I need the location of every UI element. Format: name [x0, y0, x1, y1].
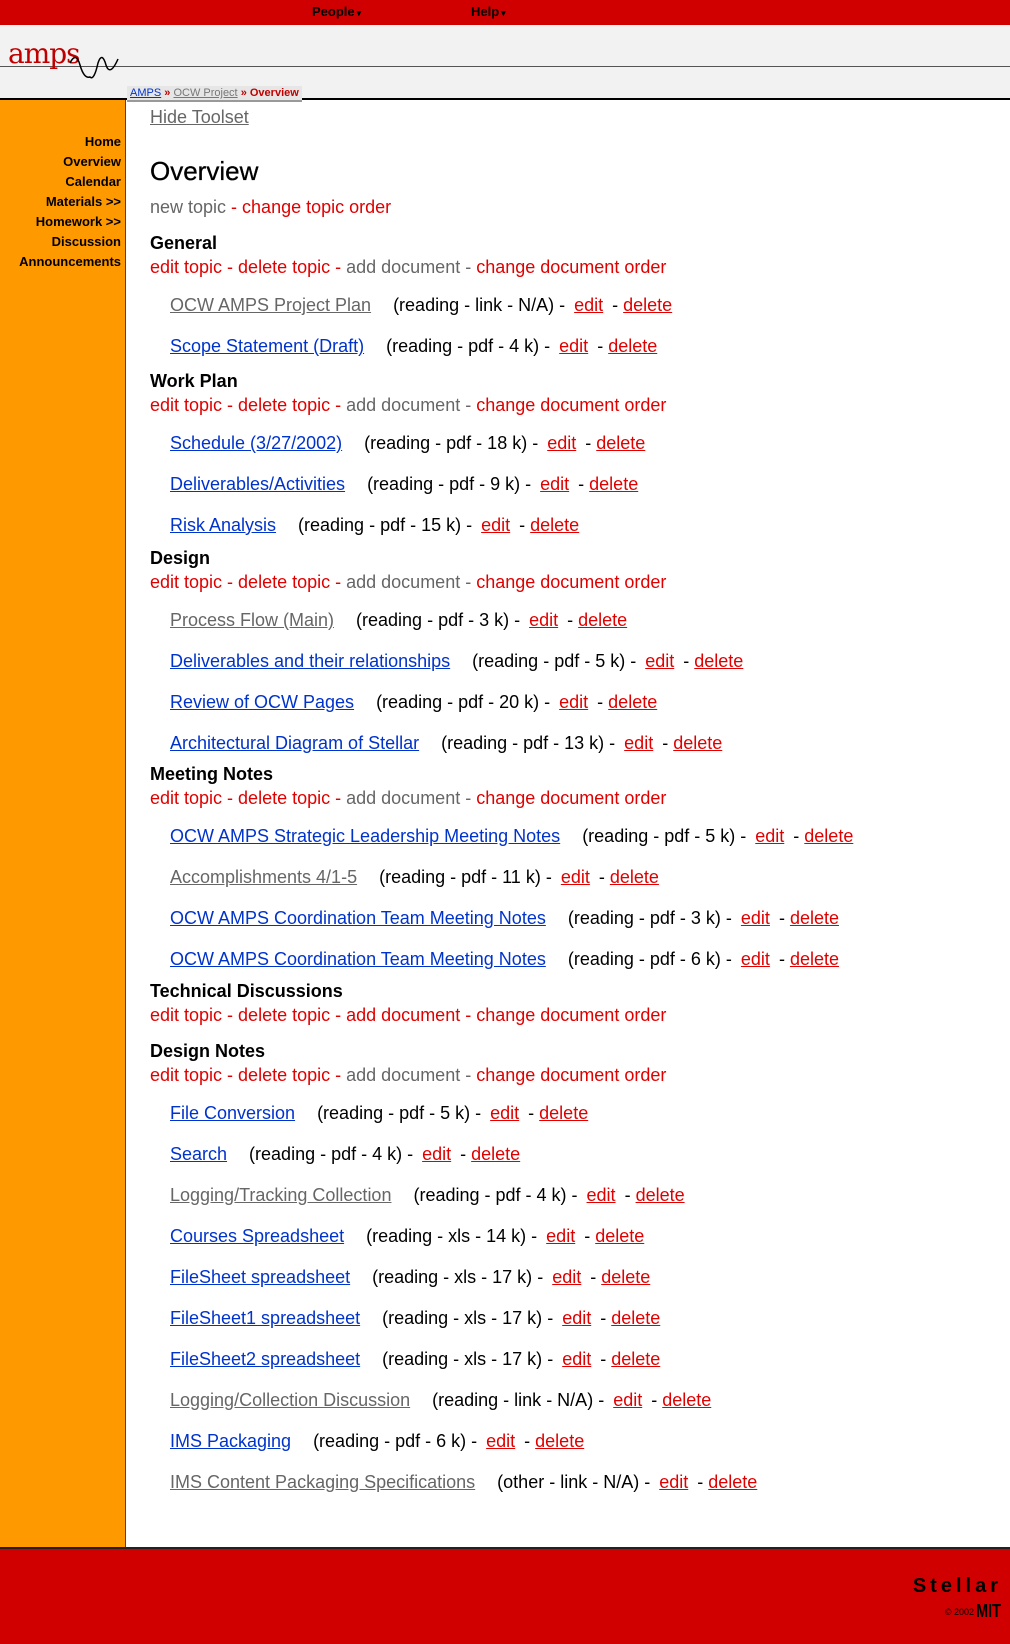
- delete-topic-link[interactable]: delete topic: [238, 257, 331, 277]
- topic-section: [150, 1040, 666, 1087]
- copyright: © 2002: [944, 1607, 974, 1617]
- separator: -: [523, 1103, 540, 1123]
- separator: -: [222, 257, 239, 277]
- document-meta: (reading - pdf - 13 k): [441, 733, 605, 753]
- document-row: [170, 649, 743, 673]
- delete-document-link[interactable]: delete: [596, 433, 646, 453]
- edit-document-link[interactable]: edit: [740, 908, 770, 928]
- separator: -: [519, 1431, 536, 1451]
- document-meta: (reading - pdf - 5 k): [472, 651, 626, 671]
- separator: -: [595, 1308, 612, 1328]
- separator: -: [539, 336, 556, 356]
- document-row: [170, 1224, 644, 1248]
- sidebar-item-overview[interactable]: Overview: [63, 154, 121, 169]
- separator: -: [720, 949, 737, 969]
- delete-document-link[interactable]: delete: [601, 1267, 651, 1287]
- separator: -: [330, 395, 347, 415]
- document-meta: (reading - pdf - 6 k): [567, 949, 721, 969]
- document-meta: (reading - pdf - 5 k): [317, 1103, 471, 1123]
- document-row: [170, 513, 579, 537]
- separator: -: [455, 1144, 472, 1164]
- document-meta: (reading - pdf - 6 k): [313, 1431, 467, 1451]
- document-meta: (reading - xls - 17 k): [372, 1267, 533, 1287]
- document-link[interactable]: Risk Analysis: [170, 515, 277, 535]
- separator: -: [735, 826, 752, 846]
- separator: -: [460, 572, 477, 592]
- separator: -: [619, 1185, 636, 1205]
- edit-document-link[interactable]: edit: [559, 692, 589, 712]
- document-link[interactable]: FileSheet1 spreadsheet: [170, 1308, 361, 1328]
- nav-list: [0, 132, 125, 272]
- document-link[interactable]: Scope Statement (Draft): [170, 336, 365, 356]
- delete-document-link[interactable]: delete: [789, 949, 839, 969]
- topic-section: [150, 370, 666, 417]
- topic-title: General: [150, 233, 218, 253]
- separator: -: [222, 1065, 239, 1085]
- menu-people[interactable]: [312, 4, 361, 19]
- delete-document-link[interactable]: delete: [623, 295, 673, 315]
- edit-document-link[interactable]: edit: [481, 515, 511, 535]
- document-link[interactable]: OCW AMPS Coordination Team Meeting Notes: [170, 908, 546, 928]
- separator: -: [460, 1005, 477, 1025]
- sidebar-item-discussion[interactable]: Discussion: [51, 234, 121, 249]
- change-document-order-link[interactable]: change document order: [476, 1005, 667, 1025]
- document-row: [170, 1347, 660, 1371]
- chevron-down-icon: ▾: [356, 8, 362, 18]
- document-meta: (reading - pdf - 20 k): [376, 692, 540, 712]
- separator: -: [509, 610, 526, 630]
- separator: -: [539, 692, 556, 712]
- separator: -: [222, 395, 239, 415]
- separator: -: [593, 867, 610, 887]
- separator: -: [692, 1472, 709, 1492]
- separator: -: [460, 257, 477, 277]
- document-row: [170, 947, 839, 971]
- separator: -: [585, 1267, 602, 1287]
- breadcrumb-ocw-project[interactable]: OCW Project: [173, 87, 238, 99]
- sidebar-item-home[interactable]: Home: [84, 134, 121, 149]
- delete-document-link[interactable]: delete: [673, 733, 723, 753]
- document-row: [170, 1388, 711, 1412]
- edit-document-link[interactable]: edit: [529, 610, 559, 630]
- document-link[interactable]: Logging/Collection Discussion: [170, 1390, 411, 1410]
- separator: -: [460, 788, 477, 808]
- add-document-link[interactable]: add document: [346, 1005, 461, 1025]
- footer: [0, 1547, 1010, 1644]
- delete-document-link[interactable]: delete: [589, 474, 639, 494]
- document-link[interactable]: OCW AMPS Strategic Leadership Meeting Notes: [170, 826, 561, 846]
- document-meta: (reading - pdf - 3 k): [356, 610, 510, 630]
- document-link[interactable]: File Conversion: [170, 1103, 296, 1123]
- separator: -: [607, 295, 624, 315]
- document-link[interactable]: Deliverables and their relationships: [170, 651, 451, 671]
- document-meta: (reading - link - N/A): [393, 295, 555, 315]
- document-row: [170, 690, 657, 714]
- delete-document-link[interactable]: delete: [608, 692, 658, 712]
- delete-document-link[interactable]: delete: [609, 867, 659, 887]
- wave-logo-icon: [70, 51, 120, 81]
- document-meta: (reading - link - N/A): [432, 1390, 594, 1410]
- document-link[interactable]: Review of OCW Pages: [170, 692, 355, 712]
- separator: -: [460, 395, 477, 415]
- delete-topic-link[interactable]: delete topic: [238, 788, 331, 808]
- separator: -: [566, 1185, 583, 1205]
- edit-document-link[interactable]: edit: [740, 949, 770, 969]
- separator: -: [773, 949, 790, 969]
- document-row: [170, 1429, 584, 1453]
- document-link[interactable]: FileSheet spreadsheet: [170, 1267, 351, 1287]
- separator: -: [580, 433, 597, 453]
- menu-help[interactable]: [471, 4, 506, 19]
- add-document-link[interactable]: add document: [346, 1065, 461, 1085]
- separator: -: [527, 433, 544, 453]
- topic-action-line: [150, 570, 666, 594]
- edit-document-link[interactable]: edit: [560, 867, 590, 887]
- document-row: [170, 865, 659, 889]
- delete-document-link[interactable]: delete: [635, 1185, 685, 1205]
- edit-document-link[interactable]: edit: [624, 733, 654, 753]
- document-row: [170, 824, 853, 848]
- edit-topic-link[interactable]: edit topic: [150, 572, 223, 592]
- stellar-brand: Stellar: [912, 1575, 1002, 1597]
- separator: -: [562, 610, 579, 630]
- topic-section: [150, 232, 666, 279]
- document-row: [170, 431, 645, 455]
- topic-action-line: [150, 1003, 666, 1027]
- menu-help-label: Help: [471, 4, 500, 19]
- separator: -: [773, 908, 790, 928]
- separator: -: [461, 515, 478, 535]
- document-meta: (reading - pdf - 5 k): [582, 826, 736, 846]
- separator: -: [657, 733, 674, 753]
- delete-document-link[interactable]: delete: [662, 1390, 712, 1410]
- breadcrumb-current: Overview: [249, 87, 299, 99]
- document-meta: (reading - xls - 14 k): [366, 1226, 527, 1246]
- separator: -: [330, 1005, 347, 1025]
- document-link[interactable]: Accomplishments 4/1-5: [170, 867, 358, 887]
- document-row: [170, 906, 839, 930]
- menu-people-label: People: [312, 4, 355, 19]
- page-title: Overview: [150, 156, 259, 186]
- topic-section: [150, 980, 666, 1027]
- edit-document-link[interactable]: edit: [586, 1185, 616, 1205]
- document-row: [170, 1470, 757, 1494]
- document-meta: (reading - pdf - 11 k): [379, 867, 541, 887]
- breadcrumb-separator: »: [164, 87, 171, 99]
- separator: -: [470, 1103, 487, 1123]
- edit-document-link[interactable]: edit: [547, 433, 577, 453]
- change-document-order-link[interactable]: change document order: [476, 572, 667, 592]
- separator: -: [788, 826, 805, 846]
- separator: -: [520, 474, 537, 494]
- delete-topic-link[interactable]: delete topic: [238, 1065, 331, 1085]
- edit-document-link[interactable]: edit: [540, 474, 570, 494]
- edit-document-link[interactable]: edit: [552, 1267, 582, 1287]
- document-row: [170, 1101, 588, 1125]
- separator: -: [678, 651, 695, 671]
- topic-title: Work Plan: [150, 371, 238, 391]
- document-link[interactable]: Architectural Diagram of Stellar: [170, 733, 420, 753]
- document-row: [170, 334, 657, 358]
- sidebar-item-calendar[interactable]: Calendar: [65, 174, 121, 189]
- separator: -: [625, 651, 642, 671]
- delete-document-link[interactable]: delete: [578, 610, 628, 630]
- separator: -: [222, 1005, 239, 1025]
- separator: -: [554, 295, 571, 315]
- sidebar-nav: [0, 100, 126, 1547]
- hide-toolset-link[interactable]: Hide Toolset: [150, 107, 249, 127]
- sidebar-item-materials[interactable]: Materials >>: [45, 194, 121, 209]
- separator: -: [639, 1472, 656, 1492]
- chevron-down-icon: ▾: [501, 8, 506, 18]
- separator: -: [466, 1431, 483, 1451]
- topic-action-line: [150, 255, 666, 279]
- separator: -: [540, 867, 557, 887]
- sidebar-item-homework[interactable]: Homework >>: [35, 214, 121, 229]
- separator: -: [573, 474, 590, 494]
- delete-topic-link[interactable]: delete topic: [238, 1005, 331, 1025]
- topic-section: [150, 547, 666, 594]
- document-meta: (reading - pdf - 3 k): [567, 908, 721, 928]
- separator: -: [330, 788, 347, 808]
- edit-document-link[interactable]: edit: [559, 336, 589, 356]
- topic-title: Technical Discussions: [150, 981, 343, 1001]
- topic-action-line: [150, 786, 666, 810]
- edit-document-link[interactable]: edit: [486, 1431, 516, 1451]
- edit-document-link[interactable]: edit: [574, 295, 604, 315]
- document-meta: (reading - pdf - 4 k): [249, 1144, 403, 1164]
- separator: -: [646, 1390, 663, 1410]
- separator: -: [330, 257, 347, 277]
- document-link[interactable]: FileSheet2 spreadsheet: [170, 1349, 361, 1369]
- topic-section: [150, 763, 666, 810]
- document-meta: (reading - pdf - 15 k): [298, 515, 462, 535]
- separator: -: [542, 1349, 559, 1369]
- change-document-order-link[interactable]: change document order: [476, 395, 667, 415]
- separator: -: [595, 1349, 612, 1369]
- topic-action-line: [150, 393, 666, 417]
- document-meta: (reading - xls - 17 k): [382, 1308, 543, 1328]
- delete-document-link[interactable]: delete: [789, 908, 839, 928]
- delete-document-link[interactable]: delete: [611, 1308, 661, 1328]
- separator: -: [593, 1390, 610, 1410]
- edit-document-link[interactable]: edit: [659, 1472, 689, 1492]
- delete-document-link[interactable]: delete: [708, 1472, 758, 1492]
- add-document-link[interactable]: add document: [346, 572, 461, 592]
- edit-topic-link[interactable]: edit topic: [150, 1065, 223, 1085]
- breadcrumb-amps[interactable]: AMPS: [130, 87, 162, 99]
- document-meta: (other - link - N/A): [497, 1472, 640, 1492]
- delete-topic-link[interactable]: delete topic: [238, 395, 331, 415]
- separator: -: [720, 908, 737, 928]
- separator: -: [532, 1267, 549, 1287]
- document-row: [170, 293, 672, 317]
- document-meta: (reading - pdf - 4 k): [386, 336, 540, 356]
- edit-document-link[interactable]: edit: [562, 1349, 592, 1369]
- breadcrumb: [127, 86, 302, 102]
- divider: [0, 66, 1010, 67]
- separator: -: [542, 1308, 559, 1328]
- separator: -: [592, 692, 609, 712]
- separator: -: [222, 572, 239, 592]
- edit-document-link[interactable]: edit: [645, 651, 675, 671]
- topic-action-line: [150, 1063, 666, 1087]
- document-row: [170, 1306, 660, 1330]
- separator: -: [604, 733, 621, 753]
- separator: -: [330, 1065, 347, 1085]
- separator: -: [460, 1065, 477, 1085]
- edit-document-link[interactable]: edit: [546, 1226, 576, 1246]
- delete-document-link[interactable]: delete: [611, 1349, 661, 1369]
- document-link[interactable]: OCW AMPS Project Plan: [170, 295, 372, 315]
- delete-topic-link[interactable]: delete topic: [238, 572, 331, 592]
- topic-actions: [150, 197, 391, 218]
- amps-logo[interactable]: amps: [8, 37, 80, 70]
- document-row: [170, 1265, 650, 1289]
- new-topic-link[interactable]: new topic: [150, 197, 227, 217]
- edit-document-link[interactable]: edit: [562, 1308, 592, 1328]
- topic-title: Meeting Notes: [150, 764, 274, 784]
- sidebar-item-announcements[interactable]: Announcements: [19, 254, 121, 269]
- delete-document-link[interactable]: delete: [804, 826, 854, 846]
- edit-document-link[interactable]: edit: [490, 1103, 520, 1123]
- change-document-order-link[interactable]: change document order: [476, 1065, 667, 1085]
- separator: -: [402, 1144, 419, 1164]
- document-row: [170, 1183, 685, 1207]
- add-document-link[interactable]: add document: [346, 395, 461, 415]
- edit-topic-link[interactable]: edit topic: [150, 257, 223, 277]
- delete-document-link[interactable]: delete: [694, 651, 744, 671]
- edit-document-link[interactable]: edit: [422, 1144, 452, 1164]
- delete-document-link[interactable]: delete: [595, 1226, 645, 1246]
- topic-title: Design Notes: [150, 1041, 266, 1061]
- document-link[interactable]: Process Flow (Main): [170, 610, 335, 630]
- edit-document-link[interactable]: edit: [613, 1390, 643, 1410]
- separator: -: [579, 1226, 596, 1246]
- separator: -: [226, 197, 243, 217]
- document-link[interactable]: Deliverables/Activities: [170, 474, 346, 494]
- edit-topic-link[interactable]: edit topic: [150, 1005, 223, 1025]
- document-meta: (reading - pdf - 4 k): [413, 1185, 567, 1205]
- document-link[interactable]: IMS Content Packaging Specifications: [170, 1472, 476, 1492]
- edit-document-link[interactable]: edit: [755, 826, 785, 846]
- change-document-order-link[interactable]: change document order: [476, 257, 667, 277]
- document-row: [170, 608, 627, 632]
- separator: -: [526, 1226, 543, 1246]
- change-document-order-link[interactable]: change document order: [476, 788, 667, 808]
- topic-title: Design: [150, 548, 211, 568]
- delete-document-link[interactable]: delete: [608, 336, 658, 356]
- document-link[interactable]: Search: [170, 1144, 228, 1164]
- delete-document-link[interactable]: delete: [535, 1431, 585, 1451]
- delete-document-link[interactable]: delete: [471, 1144, 521, 1164]
- breadcrumb-separator: »: [240, 87, 247, 99]
- document-row: [170, 1142, 520, 1166]
- document-link[interactable]: OCW AMPS Coordination Team Meeting Notes: [170, 949, 546, 969]
- document-meta: (reading - pdf - 9 k): [367, 474, 521, 494]
- document-link[interactable]: Courses Spreadsheet: [170, 1226, 345, 1246]
- mit-logo: MIT: [976, 1601, 1001, 1621]
- separator: -: [592, 336, 609, 356]
- delete-document-link[interactable]: delete: [539, 1103, 589, 1123]
- document-row: [170, 472, 638, 496]
- separator: -: [514, 515, 531, 535]
- edit-topic-link[interactable]: edit topic: [150, 395, 223, 415]
- document-meta: (reading - xls - 17 k): [382, 1349, 543, 1369]
- add-document-link[interactable]: add document: [346, 257, 461, 277]
- separator: -: [330, 572, 347, 592]
- document-link[interactable]: IMS Packaging: [170, 1431, 292, 1451]
- add-document-link[interactable]: add document: [346, 788, 461, 808]
- document-row: [170, 731, 722, 755]
- top-menu-bar: [0, 0, 1010, 25]
- document-meta: (reading - pdf - 18 k): [364, 433, 528, 453]
- document-link[interactable]: Schedule (3/27/2002): [170, 433, 343, 453]
- edit-topic-link[interactable]: edit topic: [150, 788, 223, 808]
- change-topic-order-link[interactable]: change topic order: [242, 197, 392, 217]
- delete-document-link[interactable]: delete: [530, 515, 580, 535]
- separator: -: [222, 788, 239, 808]
- document-link[interactable]: Logging/Tracking Collection: [170, 1185, 392, 1205]
